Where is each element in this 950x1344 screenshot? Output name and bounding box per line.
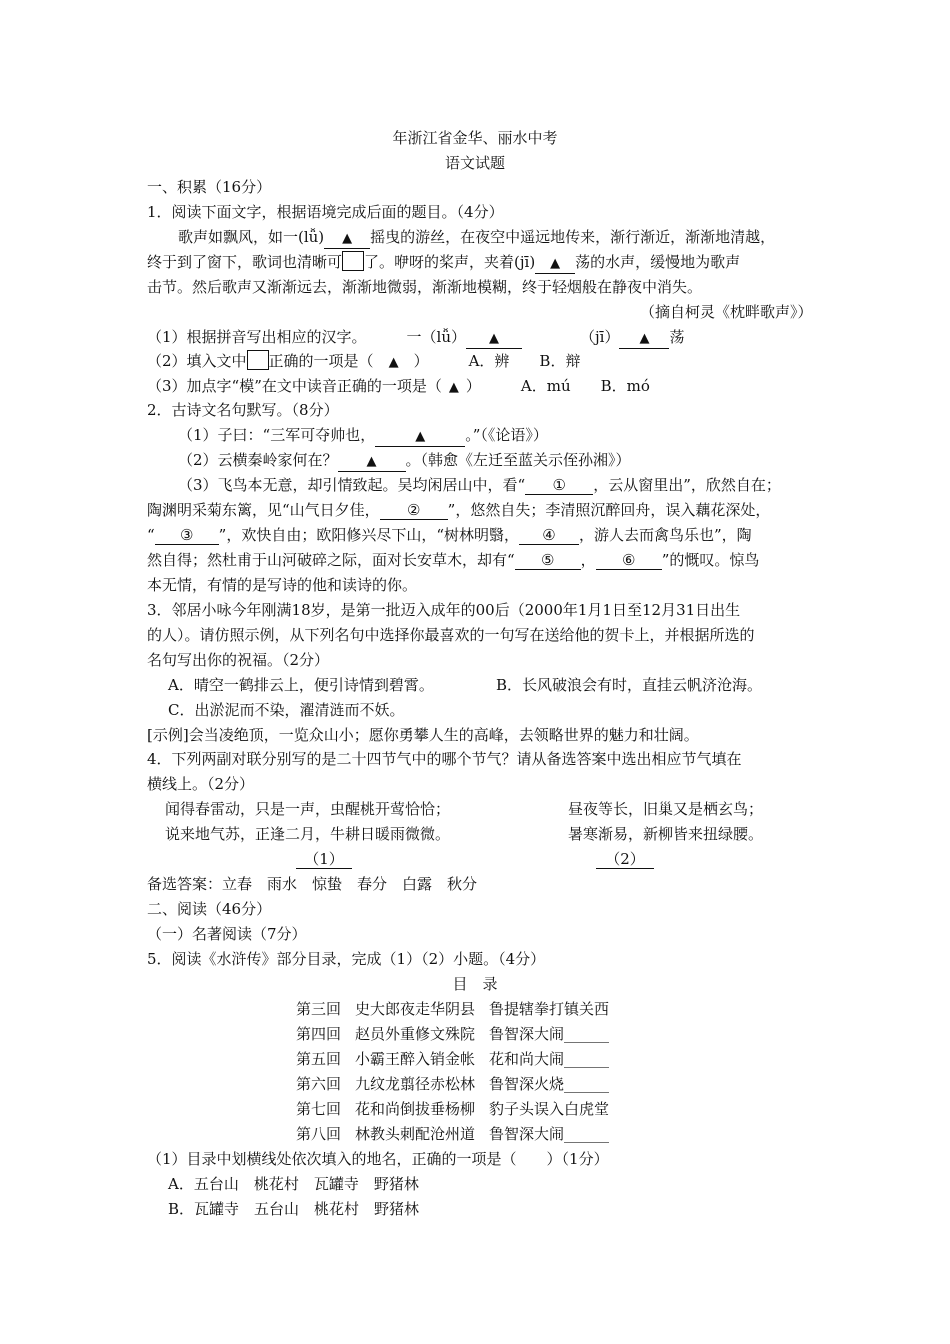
chapter-number: 第三回 xyxy=(296,1000,342,1018)
poem-text: ，云从窗里出”，欣然自在； xyxy=(593,476,781,494)
blank-label: （1） xyxy=(296,850,352,869)
sub-question-text: 一（lǚ） xyxy=(406,328,467,346)
couplet2-line2: 暑寒渐易，新柳皆来扭绿腰。 xyxy=(568,825,764,843)
poem-text: ”，悠然自失；李清照沉醉回舟，误入藕花深处， xyxy=(447,501,771,519)
chapter-blank[interactable]: ______ xyxy=(564,1025,610,1043)
q2-line2 xyxy=(178,448,631,473)
blank-number: ④ xyxy=(542,526,556,544)
q2-line7: 本无情，有情的是写诗的他和读诗的你。 xyxy=(147,576,418,594)
answer-blank[interactable] xyxy=(619,328,669,349)
answer-blank-ji[interactable] xyxy=(535,253,575,274)
couplet1-line1: 闻得春雷动，只是一声，虫醒桃开莺恰恰； xyxy=(165,800,451,818)
option-a[interactable]: A．辨 xyxy=(468,352,510,370)
poem-text: 然自得；然杜甫于山河破碎之际，面对长安草木，却有“ xyxy=(147,551,515,569)
chapter-title-a: 赵员外重修文殊院 xyxy=(355,1025,476,1043)
chapter-blank[interactable]: ______ xyxy=(564,1125,610,1143)
answer-blank-1[interactable] xyxy=(525,476,593,495)
chapter-number: 第四回 xyxy=(296,1025,342,1043)
answer-blank-lv[interactable] xyxy=(324,228,370,249)
exam-title: 年浙江省金华、丽水中考 xyxy=(392,129,558,147)
option-b[interactable]: B．辩 xyxy=(539,352,581,370)
chapter-title-a: 小霸王醉入销金帐 xyxy=(355,1050,476,1068)
blank-number: ① xyxy=(552,476,566,494)
chapter-title-b: 鲁智深火烧 xyxy=(489,1075,565,1093)
q2-line5 xyxy=(147,523,752,548)
q3-option-c[interactable]: C．出淤泥而不染，濯清涟而不妖。 xyxy=(168,701,405,719)
triangle-mark: ▲ xyxy=(639,331,650,346)
answer-blank-6[interactable] xyxy=(596,551,662,570)
answer-blank-5[interactable] xyxy=(515,551,581,570)
triangle-mark: ▲ xyxy=(342,231,353,246)
answer-blank[interactable] xyxy=(338,451,406,472)
q2-line1 xyxy=(178,423,548,448)
chapter-title-b: 鲁智深大闹 xyxy=(489,1125,565,1143)
sub-question-text: （1）根据拼音写出相应的汉字。 xyxy=(147,328,367,346)
sub-question-text: （3）加点字“模”在文中读音正确的一项是（ xyxy=(147,377,442,395)
q3-line1: 3．邻居小咏今年刚满18岁，是第一批迈入成年的00后（2000年1月1日至12月31日出生 xyxy=(147,601,741,619)
toc-row xyxy=(296,1122,609,1147)
blank-number: ③ xyxy=(179,526,194,544)
poem-text: ”的慨叹。惊鸟 xyxy=(661,551,760,569)
toc-row xyxy=(296,1022,609,1047)
answer-blank-2[interactable] xyxy=(596,847,654,872)
chapter-title-a: 林教头刺配沧州道 xyxy=(355,1125,476,1143)
q3-line3: 名句写出你的祝福。（2分） xyxy=(147,651,330,669)
couplet1-line2: 说来地气苏，正逢二月，牛耕日暖雨微微。 xyxy=(165,825,451,843)
passage-text: 荡的水声，缓慢地为歌声 xyxy=(575,253,741,271)
exam-subtitle: 语文试题 xyxy=(444,154,505,172)
passage-text: 摇曳的游丝，在夜空中遥远地传来，渐行渐近，渐渐地清越， xyxy=(370,228,776,246)
q4-answers: 备选答案：立春 雨水 惊蛰 春分 白露 秋分 xyxy=(147,875,478,893)
blank-label: （2） xyxy=(596,850,654,869)
passage-text: 终于到了窗下，歌词也清晰可 xyxy=(147,253,343,271)
poem-text: （2）云横秦岭家何在？ xyxy=(178,451,338,469)
q2-line6 xyxy=(147,548,759,573)
fill-box[interactable] xyxy=(342,251,364,271)
sub-question-text: 正确的一项是（ xyxy=(268,352,374,370)
blank-number: ② xyxy=(406,501,421,519)
sub-question-text: 荡 xyxy=(669,328,685,346)
q5-stem: 5．阅读《水浒传》部分目录，完成（1）（2）小题。（4分） xyxy=(147,950,546,968)
chapter-title-b: 鲁提辖拳打镇关西 xyxy=(489,1000,610,1018)
poem-text: ”，欢快自由；欧阳修兴尽下山，“树林明翳， xyxy=(218,526,520,544)
chapter-title-b: 豹子头误入白虎堂 xyxy=(489,1100,610,1118)
q5-option-b[interactable]: B．瓦罐寺 五台山 桃花村 野猪林 xyxy=(168,1200,420,1218)
sub-question-text: ） xyxy=(413,352,429,370)
toc-row xyxy=(296,997,609,1022)
poem-text: 陶渊明采菊东篱，见“山气日夕佳， xyxy=(147,501,380,519)
section2-subheading: （一）名著阅读（7分） xyxy=(147,925,307,943)
chapter-number: 第八回 xyxy=(296,1125,342,1143)
triangle-mark: ▲ xyxy=(415,429,426,444)
chapter-number: 第七回 xyxy=(296,1100,342,1118)
poem-text: 。（韩愈《左迁至蓝关示侄孙湘》） xyxy=(405,451,631,469)
q5-sub1: （1）目录中划横线处依次填入的地名，正确的一项是（ ）（1分） xyxy=(147,1150,609,1168)
passage-text: 了。咿呀的桨声，夹着(jī) xyxy=(364,253,536,271)
q3-example: [示例]会当凌绝顶，一览众山小；愿你勇攀人生的高峰，去领略世界的魅力和壮阔。 xyxy=(147,726,699,744)
chapter-title-b: 鲁智深大闹 xyxy=(489,1025,565,1043)
answer-blank[interactable] xyxy=(466,328,522,349)
q4-line2: 横线上。（2分） xyxy=(147,775,255,793)
q2-line3 xyxy=(178,473,781,498)
blank-number: ⑤ xyxy=(540,551,555,569)
poem-text: 。”（《论语》） xyxy=(465,426,548,444)
q2-line4 xyxy=(147,498,770,523)
triangle-mark: ▲ xyxy=(550,256,561,271)
sub-question-text: （2）填入文中 xyxy=(147,352,247,370)
section2-heading: 二、阅读（46分） xyxy=(147,900,272,918)
chapter-title-a: 九纹龙翦径赤松林 xyxy=(355,1075,476,1093)
triangle-mark[interactable]: ▲ xyxy=(448,380,459,395)
chapter-title-a: 花和尚倒拔垂杨柳 xyxy=(355,1100,476,1118)
sub-question-text: ） xyxy=(465,377,481,395)
toc-row xyxy=(296,1047,609,1072)
q1-sub1 xyxy=(147,325,684,350)
answer-blank-3[interactable] xyxy=(155,526,219,545)
triangle-mark[interactable]: ▲ xyxy=(388,355,399,370)
answer-blank[interactable] xyxy=(375,426,465,447)
q1-passage-line3: 击节。然后歌声又渐渐远去，渐渐地微弱，渐渐地模糊，终于轻烟般在静夜中消失。 xyxy=(147,278,703,296)
fill-box xyxy=(247,350,269,370)
q3-line2: 的人）。请仿照示例，从下列名句中选择你最喜欢的一句写在送给他的贺卡上，并根据所选的 xyxy=(147,626,755,644)
option-a[interactable]: A．mú xyxy=(520,377,571,395)
toc-title: 目 录 xyxy=(452,975,498,993)
answer-blank-1[interactable] xyxy=(296,847,352,872)
chapter-number: 第六回 xyxy=(296,1075,342,1093)
q1-sub3 xyxy=(147,374,650,400)
couplet2-line1: 昼夜等长，旧巢又是栖玄鸟； xyxy=(568,800,764,818)
toc-row xyxy=(296,1072,609,1097)
q1-passage-line1 xyxy=(178,225,775,250)
q3-option-b[interactable]: B．长风破浪会有时，直挂云帆济沧海。 xyxy=(496,676,763,694)
chapter-title-a: 史大郎夜走华阴县 xyxy=(355,1000,476,1018)
q1-sub2 xyxy=(147,349,580,375)
passage-text: 歌声如飘风，如一(lǚ) xyxy=(178,228,325,246)
q1-source: （摘自柯灵《枕畔歌声》） xyxy=(640,303,813,321)
poem-text: ，游人去而禽鸟乐也”，陶 xyxy=(579,526,752,544)
chapter-title-b: 花和尚大闹 xyxy=(489,1050,565,1068)
option-b[interactable]: B．mó xyxy=(600,377,650,395)
q1-passage-line2 xyxy=(147,250,740,275)
q2-stem: 2．古诗文名句默写。（8分） xyxy=(147,401,339,419)
poem-text: （1）子曰：“三军可夺帅也， xyxy=(178,426,376,444)
q4-line1: 4．下列两副对联分别写的是二十四节气中的哪个节气？请从备选答案中选出相应节气填在 xyxy=(147,750,742,768)
poem-text: “ xyxy=(147,526,155,544)
q5-option-a[interactable]: A．五台山 桃花村 瓦罐寺 野猪林 xyxy=(168,1175,419,1193)
blank-number: ⑥ xyxy=(621,551,636,569)
poem-text: ， xyxy=(580,551,596,569)
toc-row xyxy=(296,1097,609,1122)
q1-stem: 1．阅读下面文字，根据语境完成后面的题目。（4分） xyxy=(147,203,504,221)
sub-question-text: （jī） xyxy=(580,328,620,346)
section1-heading: 一、积累（16分） xyxy=(147,178,272,196)
answer-blank-4[interactable] xyxy=(519,526,579,545)
triangle-mark: ▲ xyxy=(366,454,377,469)
chapter-number: 第五回 xyxy=(296,1050,342,1068)
q3-option-a[interactable]: A．晴空一鹤排云上，便引诗情到碧霄。 xyxy=(168,676,434,694)
chapter-blank[interactable]: ______ xyxy=(564,1075,610,1093)
triangle-mark: ▲ xyxy=(489,331,500,346)
chapter-blank[interactable]: ______ xyxy=(564,1050,610,1068)
poem-text: （3）飞鸟本无意，却引情致起。吴均闲居山中，看“ xyxy=(178,476,526,494)
answer-blank-2[interactable] xyxy=(380,501,448,520)
